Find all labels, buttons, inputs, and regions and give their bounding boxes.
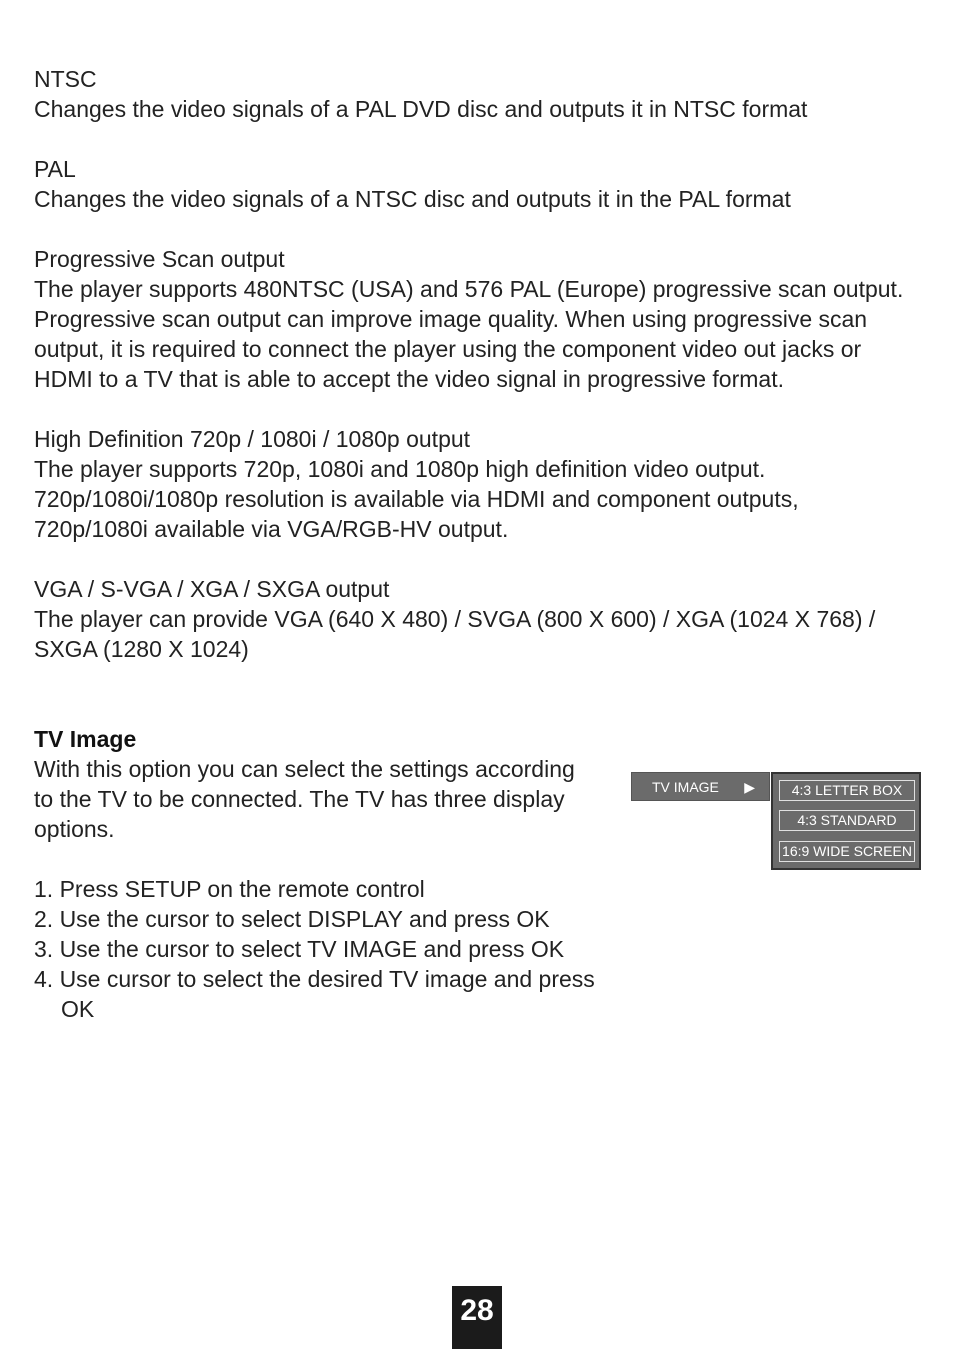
tv-image-menu-tab xyxy=(631,772,770,801)
vga-line: SXGA (1280 X 1024) xyxy=(34,636,249,662)
menu-tab-label: TV IMAGE xyxy=(652,779,719,795)
vga-title: VGA / S-VGA / XGA / SXGA output xyxy=(34,576,390,602)
step-item: 2. Use the cursor to select DISPLAY and press OK xyxy=(34,906,550,932)
play-arrow-icon: ▶ xyxy=(744,779,755,795)
tv-image-description xyxy=(34,754,619,844)
option-wide-screen: 16:9 WIDE SCREEN xyxy=(779,841,915,862)
pal-body: Changes the video signals of a NTSC disc and outputs it in the PAL format xyxy=(34,186,791,212)
step-item: 3. Use the cursor to select TV IMAGE and press OK xyxy=(34,936,565,962)
page-number: 28 xyxy=(452,1286,502,1349)
hd-line: The player supports 720p, 1080i and 1080p high definition video output. xyxy=(34,456,766,482)
tv-image-line: With this option you can select the settings according xyxy=(34,756,575,782)
progressive-line: The player supports 480NTSC (USA) and 576 PAL (Europe) progressive scan output. xyxy=(34,276,904,302)
tv-image-heading: TV Image xyxy=(34,726,137,752)
progressive-line: HDMI to a TV that is able to accept the video signal in progressive format. xyxy=(34,366,784,392)
tv-image-line: to the TV to be connected. The TV has three display xyxy=(34,786,565,812)
document-page xyxy=(34,64,924,1024)
hd-line: 720p/1080i/1080p resolution is available via HDMI and component outputs, xyxy=(34,486,799,512)
progressive-line: Progressive scan output can improve image quality. When using progressive scan xyxy=(34,306,868,332)
step-item: 1. Press SETUP on the remote control xyxy=(34,876,425,902)
ntsc-title: NTSC xyxy=(34,66,97,92)
option-letter-box: 4:3 LETTER BOX xyxy=(779,780,915,801)
step-item: 4. Use cursor to select the desired TV image and press OK xyxy=(34,966,595,1022)
tv-image-line: options. xyxy=(34,816,115,842)
pal-title: PAL xyxy=(34,156,76,182)
hd-title: High Definition 720p / 1080i / 1080p output xyxy=(34,426,471,452)
vga-line: The player can provide VGA (640 X 480) / SVGA (800 X 600) / XGA (1024 X 768) / xyxy=(34,606,876,632)
ntsc-body: Changes the video signals of a PAL DVD disc and outputs it in NTSC format xyxy=(34,96,808,122)
progressive-title: Progressive Scan output xyxy=(34,246,285,272)
progressive-line: output, it is required to connect the player using the component video out jacks or xyxy=(34,336,862,362)
hd-line: 720p/1080i available via VGA/RGB-HV output. xyxy=(34,516,509,542)
instruction-steps xyxy=(34,874,624,1024)
option-standard: 4:3 STANDARD xyxy=(779,810,915,831)
tv-image-options-panel xyxy=(771,772,921,870)
